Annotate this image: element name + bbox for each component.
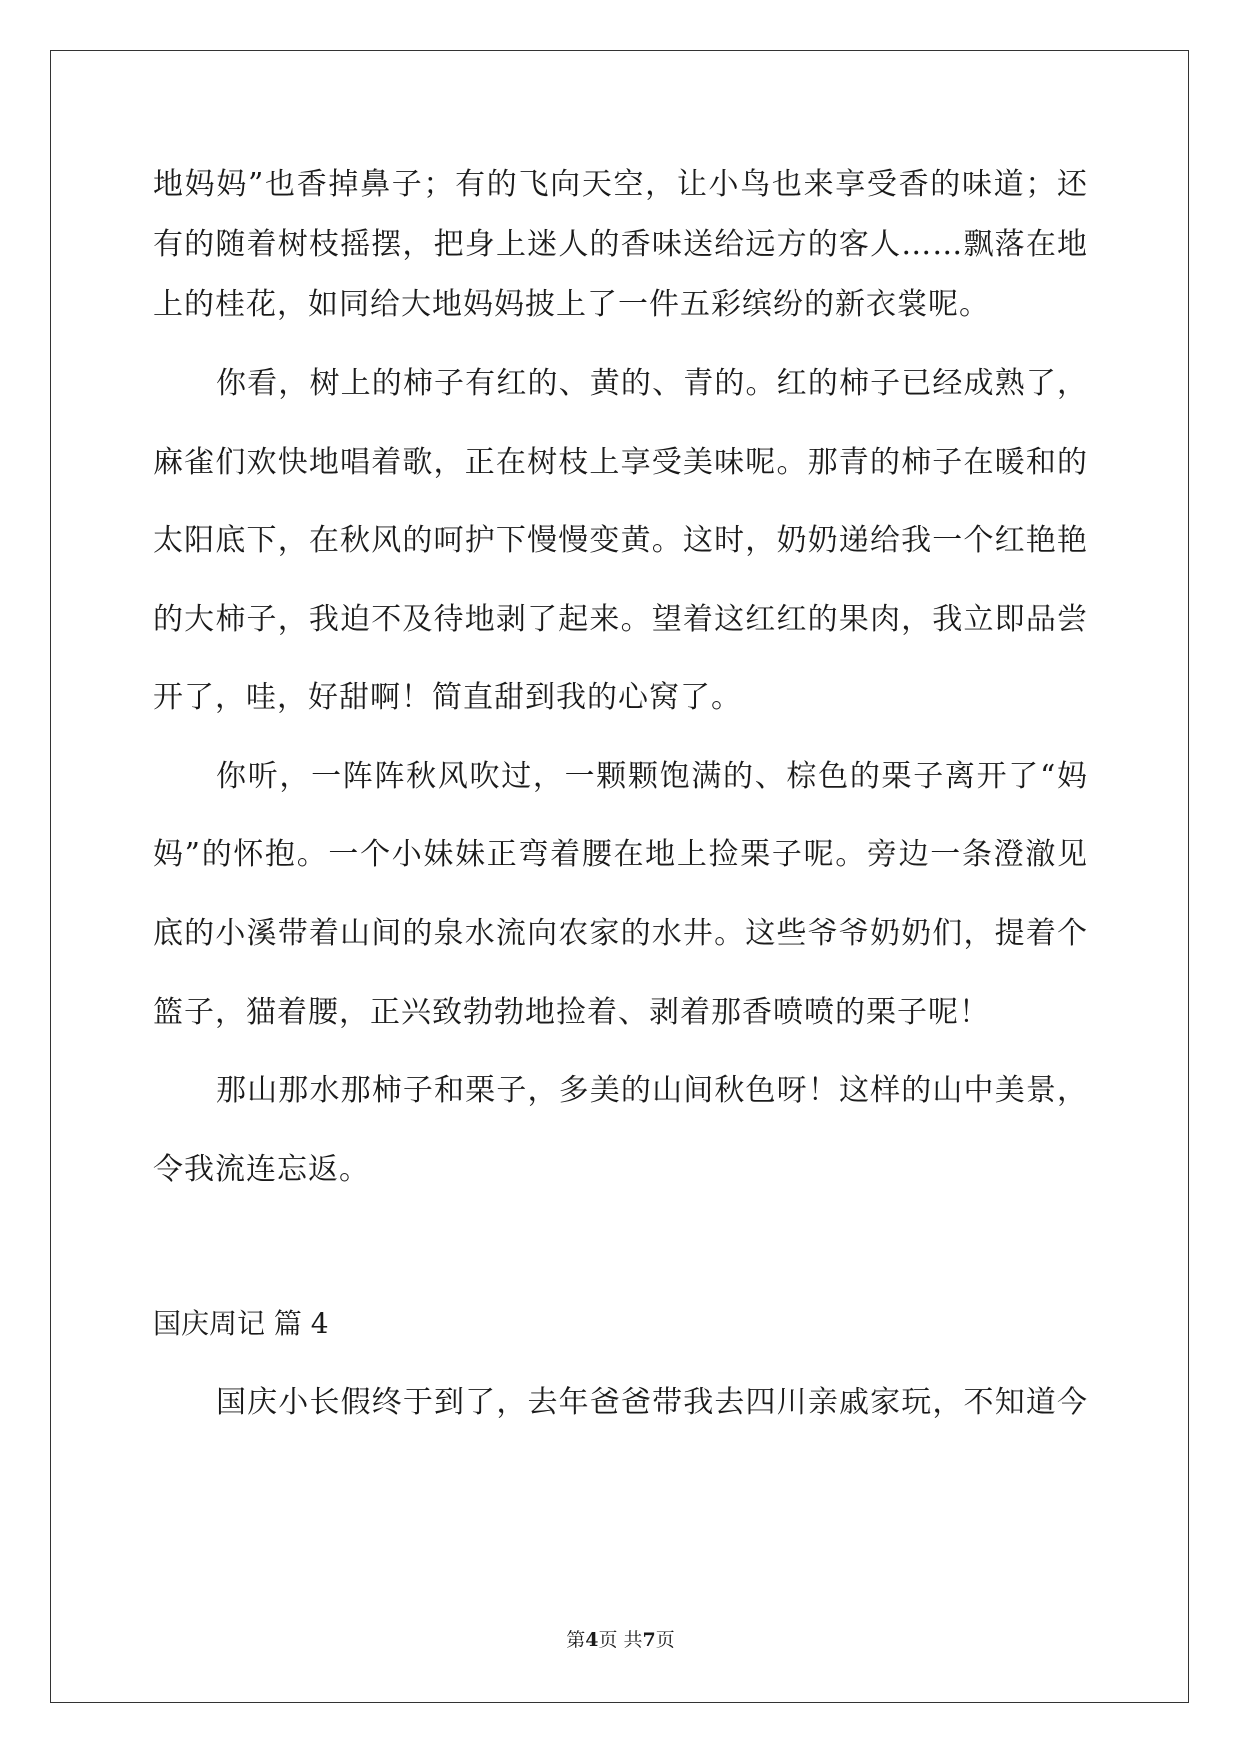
- paragraph-line: 妈”的怀抱。一个小妹妹正弯着腰在地上捡栗子呢。旁边一条澄澈见: [153, 837, 1088, 872]
- paragraph-line: 开了，哇，好甜啊！简直甜到我的心窝了。: [153, 680, 742, 715]
- paragraph-line: 上的桂花，如同给大地妈妈披上了一件五彩缤纷的新衣裳呢。: [153, 287, 990, 322]
- paragraph-line: 你听，一阵阵秋风吹过，一颗颗饱满的、棕色的栗子离开了“妈: [216, 759, 1088, 794]
- paragraph-line: 底的小溪带着山间的泉水流向农家的水井。这些爷爷奶奶们，提着个: [153, 916, 1088, 951]
- page-number-footer: [0, 1628, 1241, 1652]
- paragraph-line: 的大柿子，我迫不及待地剥了起来。望着这红红的果肉，我立即品尝: [153, 602, 1088, 637]
- paragraph-line: 你看，树上的柿子有红的、黄的、青的。红的柿子已经成熟了，: [216, 366, 1088, 401]
- paragraph-line: 国庆小长假终于到了，去年爸爸带我去四川亲戚家玩，不知道今: [216, 1385, 1088, 1420]
- paragraph-line: 令我流连忘返。: [153, 1152, 370, 1187]
- footer-prefix: 第: [566, 1629, 586, 1651]
- footer-suffix: 页: [655, 1629, 675, 1651]
- total-page-number: 7: [642, 1629, 656, 1651]
- paragraph-line: 那山那水那柿子和栗子，多美的山间秋色呀！这样的山中美景，: [216, 1073, 1088, 1108]
- paragraph-line: 地妈妈”也香掉鼻子；有的飞向天空，让小鸟也来享受香的味道；还: [153, 167, 1088, 202]
- paragraph-line: 有的随着树枝摇摆，把身上迷人的香味送给远方的客人……飘落在地: [153, 227, 1088, 262]
- paragraph-line: 麻雀们欢快地唱着歌，正在树枝上享受美味呢。那青的柿子在暖和的: [153, 445, 1088, 480]
- section-heading: 国庆周记 篇 4: [153, 1307, 329, 1340]
- current-page-number: 4: [585, 1629, 599, 1651]
- footer-middle: 页 共: [598, 1629, 643, 1651]
- paragraph-line: 太阳底下，在秋风的呵护下慢慢变黄。这时，奶奶递给我一个红艳艳: [153, 523, 1088, 558]
- paragraph-line: 篮子，猫着腰，正兴致勃勃地捡着、剥着那香喷喷的栗子呢！: [153, 995, 990, 1030]
